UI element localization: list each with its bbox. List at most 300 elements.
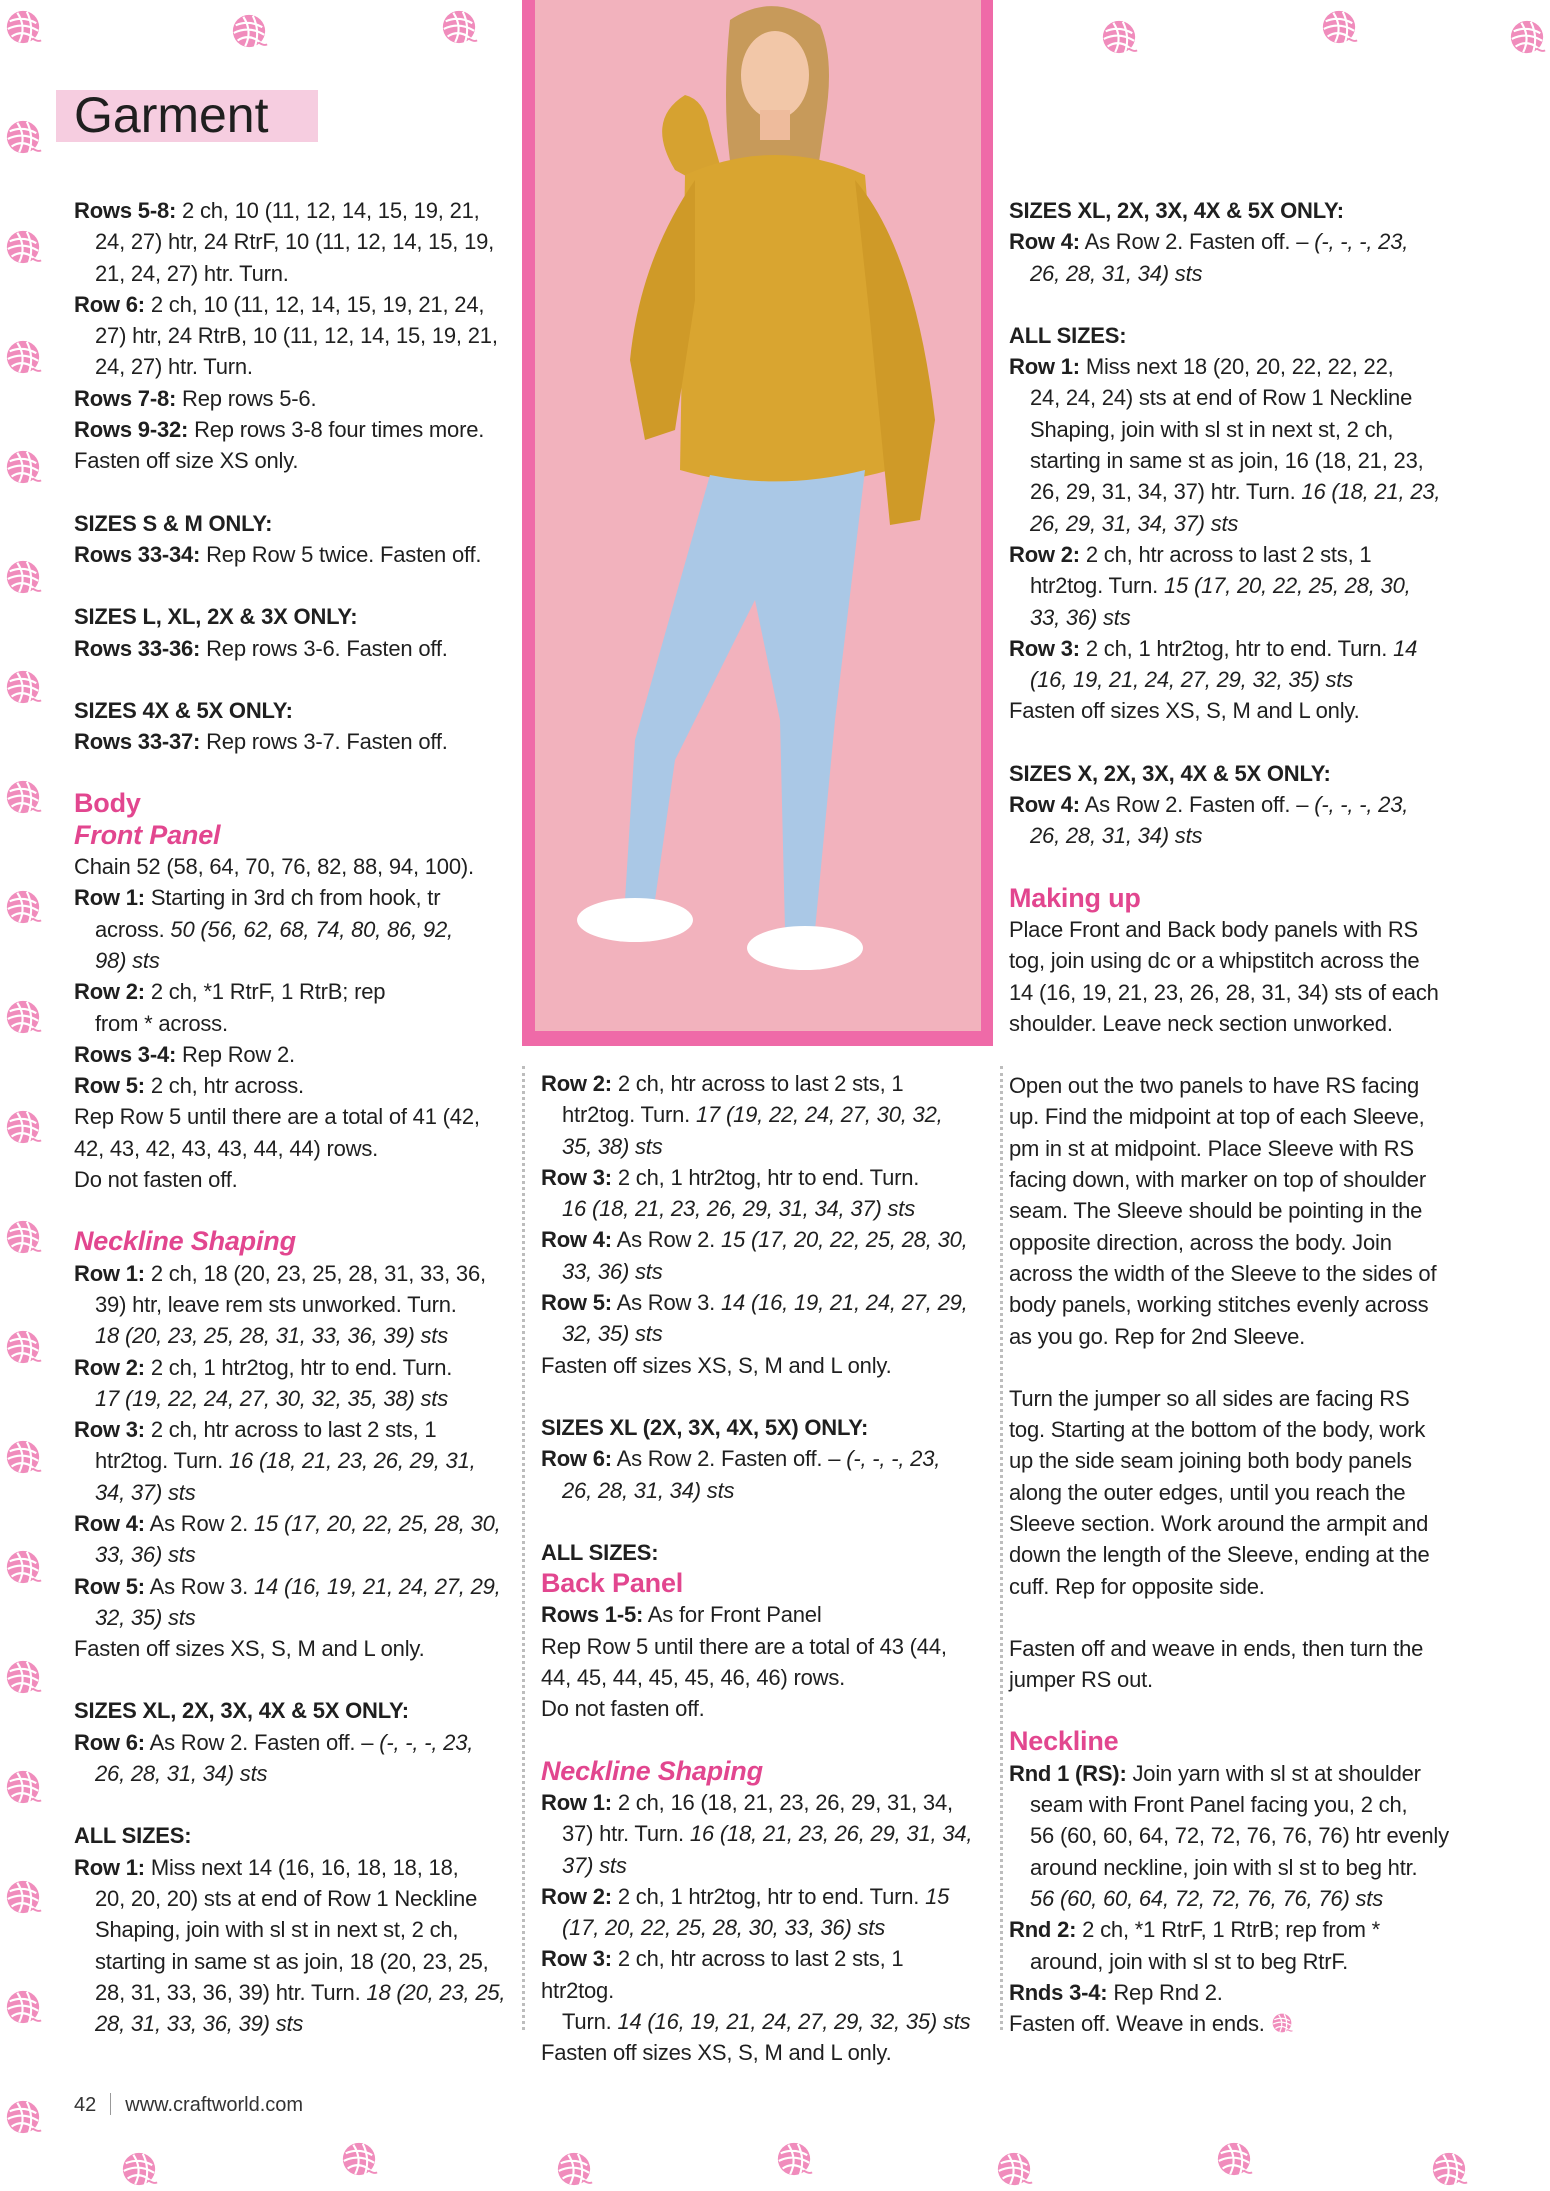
row-text: along the outer edges, until you reach the: [1009, 1479, 1406, 1505]
row-text: 24, 27) htr. Turn.: [95, 354, 253, 380]
text-line: [541, 2006, 981, 2037]
text-line: [74, 1164, 514, 1195]
text-line: [541, 1224, 981, 1255]
text-line: [74, 1633, 514, 1664]
yarn-ball-icon: [4, 228, 42, 266]
text-line: [74, 539, 514, 570]
yarn-ball-icon: [4, 118, 42, 156]
text-line: [74, 1445, 514, 1476]
stitch-count: 18 (20, 23, 25,: [366, 1979, 506, 2005]
stitch-count: 17 (19, 22, 24, 27, 30, 32, 35, 38) sts: [95, 1385, 448, 1411]
row-label: Rows 3-4:: [74, 1041, 177, 1067]
row-label: Row 4:: [1009, 229, 1080, 255]
spacer: [541, 1381, 981, 1412]
text-line: [1009, 1101, 1461, 1132]
yarn-ball-icon: [4, 1218, 42, 1256]
row-text: Fasten off and weave in ends, then turn the: [1009, 1635, 1424, 1661]
yarn-ball-icon: [4, 448, 42, 486]
text-line: [1009, 1289, 1461, 1320]
row-text: 37) htr. Turn.: [562, 1821, 690, 1847]
text-line: [1009, 1820, 1461, 1851]
row-label: Rnd 2:: [1009, 1917, 1077, 1943]
row-text: up the side seam joining both body panels: [1009, 1448, 1412, 1474]
spacer: [74, 1195, 514, 1226]
row-label: Rows 33-36:: [74, 635, 201, 661]
row-label: Row 1:: [74, 885, 145, 911]
stitch-count: 26, 28, 31, 34) sts: [562, 1477, 735, 1503]
spacer: [74, 570, 514, 601]
row-text: Miss next 14 (16, 16, 18, 18, 18,: [144, 1854, 459, 1880]
text-line: [1009, 1883, 1461, 1914]
stitch-count: 26, 28, 31, 34) sts: [95, 1761, 268, 1787]
row-text: 2 ch, 1 htr2tog, htr to end. Turn.: [611, 1164, 920, 1190]
yarn-ball-icon: [4, 998, 42, 1036]
stitch-count: 28, 31, 33, 36, 39) sts: [95, 2011, 304, 2037]
yarn-ball-icon: [4, 1548, 42, 1586]
text-line: [541, 1943, 981, 2006]
row-text: Join yarn with sl st at shoulder: [1126, 1760, 1421, 1786]
text-line: [1009, 445, 1461, 476]
row-text: 2 ch, 1 htr2tog, htr to end. Turn.: [1079, 635, 1394, 661]
yarn-ball-icon: [4, 8, 42, 46]
text-line: [74, 695, 514, 726]
row-text: Shaping, join with sl st in next st, 2 ch,: [1030, 416, 1394, 442]
yarn-ball-icon: [4, 1658, 42, 1696]
row-text: 2 ch, htr across to last 2 sts, 1: [611, 1071, 904, 1096]
yarn-ball-icon: [1508, 18, 1546, 56]
yarn-ball-icon: [1215, 2140, 1253, 2178]
yarn-ball-icon: [4, 888, 42, 926]
stitch-count: 35, 38) sts: [562, 1133, 663, 1159]
text-line: [541, 1068, 981, 1099]
spacer: [74, 664, 514, 695]
row-text: 42, 43, 42, 43, 43, 44, 44) rows.: [74, 1135, 379, 1161]
spacer: [74, 757, 514, 788]
row-text: As Row 2. Fasten off. –: [611, 1446, 847, 1472]
row-label: Row 5:: [541, 1290, 612, 1316]
text-line: [74, 1101, 514, 1132]
stitch-count: 26, 29, 31, 34, 37) sts: [1030, 510, 1239, 536]
text-line: [1009, 1571, 1461, 1602]
text-line: [541, 1162, 981, 1193]
text-line: [1009, 1321, 1461, 1352]
spacer: [541, 1725, 981, 1756]
text-line: [541, 1599, 981, 1630]
row-label: Row 4:: [74, 1510, 145, 1536]
text-line: [1009, 664, 1461, 695]
page-number: 42: [74, 2094, 97, 2116]
row-text: Front Panel: [74, 819, 221, 850]
text-line: [1009, 1414, 1461, 1445]
row-label: Row 1:: [541, 1789, 612, 1815]
row-text: Fasten off sizes XS, S, M and L only.: [541, 2040, 892, 2066]
text-line: [74, 258, 514, 289]
yarn-ball-icon: [775, 2140, 813, 2178]
row-label: SIZES XL, 2X, 3X, 4X & 5X ONLY:: [1009, 198, 1344, 223]
yarn-ball-icon: [4, 1328, 42, 1366]
row-label: Rows 5-8:: [74, 198, 177, 223]
row-text: Shaping, join with sl st in next st, 2 ch,: [95, 1917, 459, 1943]
row-text: Fasten off sizes XS, S, M and L only.: [74, 1636, 425, 1662]
text-line: [1009, 695, 1461, 726]
row-label: Rows 33-37:: [74, 729, 201, 755]
yarn-ball-icon: [340, 2140, 378, 2178]
row-label: Rows 9-32:: [74, 417, 189, 443]
text-line: [541, 2037, 981, 2068]
text-line: [74, 1758, 514, 1789]
text-line: [1009, 382, 1461, 413]
text-line: [1009, 414, 1461, 445]
row-label: SIZES XL (2X, 3X, 4X, 5X) ONLY:: [541, 1414, 869, 1440]
spacer: [1009, 727, 1461, 758]
text-line: [541, 1412, 981, 1443]
row-text: 56 (60, 60, 64, 72, 72, 76, 76, 76) htr evenly: [1030, 1823, 1449, 1849]
text-line: [74, 1571, 514, 1602]
column-divider: [522, 1066, 525, 2030]
text-line: [74, 976, 514, 1007]
row-text: As Row 3.: [611, 1290, 721, 1316]
row-text: htr2tog. Turn.: [1030, 573, 1164, 599]
text-line: [1009, 1508, 1461, 1539]
row-label: Row 3:: [74, 1417, 145, 1443]
row-label: Row 3:: [541, 1946, 612, 1972]
row-text: 2 ch, htr across to last 2 sts, 1 htr2tog.: [541, 1946, 904, 2003]
row-text: as you go. Rep for 2nd Sleeve.: [1009, 1323, 1306, 1349]
stitch-count: 15 (17, 20, 22, 25, 28, 30,: [254, 1510, 501, 1536]
row-text: Chain 52 (58, 64, 70, 76, 82, 88, 94, 100).: [74, 854, 474, 880]
stitch-count: 50 (56, 62, 68, 74, 80, 86, 92,: [170, 916, 453, 942]
text-line: [74, 914, 514, 945]
row-text: shoulder. Leave neck section unworked.: [1009, 1010, 1393, 1036]
text-line: [74, 1352, 514, 1383]
row-text: As Row 2. Fasten off. –: [1079, 792, 1315, 818]
row-text: around, join with sl st to beg RtrF.: [1030, 1948, 1349, 1974]
row-text: Rep Rnd 2.: [1107, 1979, 1223, 2005]
text-line: [74, 945, 514, 976]
yarn-ball-icon: [4, 1988, 42, 2026]
text-line: [74, 1320, 514, 1351]
text-line: [74, 351, 514, 382]
text-line: [74, 289, 514, 320]
row-label: Row 3:: [1009, 635, 1080, 661]
text-line: [74, 1946, 514, 1977]
row-text: As Row 3.: [144, 1573, 254, 1599]
text-line: [541, 1850, 981, 1881]
row-text: 24, 24, 24) sts at end of Row 1 Neckline: [1030, 385, 1413, 411]
spacer: [1009, 1695, 1461, 1726]
stitch-count: 33, 36) sts: [95, 1542, 196, 1568]
section-heading: [541, 1568, 981, 1599]
row-text: Rep rows 3-8 four times more.: [188, 417, 485, 443]
text-line: [541, 1099, 981, 1130]
row-text: Open out the two panels to have RS facing: [1009, 1073, 1420, 1099]
row-text: starting in same st as join, 18 (20, 23, 25,: [95, 1948, 489, 1974]
row-text: 24, 27) htr, 24 RtrF, 10 (11, 12, 14, 15, 19,: [95, 229, 495, 255]
yarn-ball-icon: [995, 2150, 1033, 2188]
row-text: As Row 2. Fasten off. –: [144, 1729, 380, 1755]
row-text: Fasten off size XS only.: [74, 448, 299, 474]
text-line: [1009, 1977, 1461, 2008]
stitch-count: (16, 19, 21, 24, 27, 29, 32, 35) sts: [1030, 667, 1354, 693]
text-line: [1009, 1258, 1461, 1289]
row-text: 2 ch, 10 (11, 12, 14, 15, 19, 21,: [176, 198, 480, 223]
row-text: htr2tog. Turn.: [562, 1102, 696, 1128]
text-line: [541, 1287, 981, 1318]
text-line: [74, 383, 514, 414]
text-line: [1009, 820, 1461, 851]
row-label: Rows 33-34:: [74, 541, 201, 567]
text-line: [541, 1443, 981, 1474]
stitch-count: 17 (19, 22, 24, 27, 30, 32,: [695, 1102, 943, 1128]
spacer: [74, 477, 514, 508]
row-text: facing down, with marker on top of shoulder: [1009, 1167, 1426, 1193]
yarn-ball-icon: [555, 2150, 593, 2188]
row-text: Turn.: [562, 2009, 618, 2035]
stitch-count: 16 (18, 21, 23, 26, 29, 31, 34, 37) sts: [562, 1196, 915, 1222]
text-line: [1009, 945, 1461, 976]
row-text: Sleeve section. Work around the armpit and: [1009, 1510, 1429, 1536]
text-line: [541, 1662, 981, 1693]
row-label: ALL SIZES:: [1009, 322, 1127, 348]
spacer: [74, 1789, 514, 1820]
row-label: SIZES S & M ONLY:: [74, 510, 273, 536]
row-label: Row 1:: [74, 1260, 145, 1286]
text-line: [541, 1256, 981, 1287]
text-line: [1009, 1195, 1461, 1226]
row-label: Row 4:: [1009, 792, 1080, 818]
stitch-count: 16 (18, 21, 23, 26, 29, 31,: [228, 1448, 476, 1474]
text-line: [1009, 1477, 1461, 1508]
row-text: body panels, working stitches evenly across: [1009, 1292, 1429, 1318]
row-text: 2 ch, 18 (20, 23, 25, 28, 31, 33, 36,: [144, 1260, 486, 1286]
stitch-count: 14: [1393, 635, 1418, 661]
row-label: Row 6:: [541, 1446, 612, 1472]
row-text: Fasten off sizes XS, S, M and L only.: [541, 1352, 892, 1378]
yarn-ball-icon: [1320, 8, 1358, 46]
yarn-ball-icon: [1100, 18, 1138, 56]
row-text: 39) htr, leave rem sts unworked. Turn.: [95, 1291, 457, 1317]
stitch-count: 32, 35) sts: [562, 1321, 663, 1347]
text-line: [1009, 351, 1461, 382]
row-label: Rows 1-5:: [541, 1602, 644, 1628]
row-text: cuff. Rep for opposite side.: [1009, 1573, 1265, 1599]
text-line: [1009, 1664, 1461, 1695]
yarn-ball-icon: [4, 778, 42, 816]
row-text: Do not fasten off.: [541, 1696, 705, 1722]
row-text: 2 ch, 10 (11, 12, 14, 15, 19, 21, 24,: [144, 291, 485, 317]
text-line: [1009, 508, 1461, 539]
row-label: Row 5:: [74, 1573, 145, 1599]
stitch-count: 18 (20, 23, 25, 28, 31, 33, 36, 39) sts: [95, 1323, 448, 1349]
section-heading: [74, 788, 514, 819]
yarn-ball-icon: [120, 2150, 158, 2188]
row-label: Rnd 1 (RS):: [1009, 1760, 1127, 1786]
column-3: [1009, 195, 1461, 2039]
text-line: [74, 1820, 514, 1851]
row-label: Row 2:: [1009, 541, 1080, 567]
row-label: SIZES XL, 2X, 3X, 4X & 5X ONLY:: [74, 1698, 409, 1724]
text-line: [1009, 1070, 1461, 1101]
stitch-count: 34, 37) sts: [95, 1479, 196, 1505]
row-text: Rep Row 2.: [176, 1041, 295, 1067]
row-text: 2 ch, htr across.: [144, 1073, 304, 1099]
row-text: jumper RS out.: [1009, 1667, 1153, 1693]
stitch-count: 14 (16, 19, 21, 24, 27, 29, 32, 35) sts: [617, 2009, 971, 2035]
row-label: Row 6:: [74, 1729, 145, 1755]
row-text: Do not fasten off.: [74, 1167, 238, 1193]
text-line: [541, 1912, 981, 1943]
text-line: [541, 1193, 981, 1224]
row-text: pm in st at midpoint. Place Sleeve with RS: [1009, 1135, 1414, 1161]
text-line: [1009, 789, 1461, 820]
stitch-count: (-, -, -, 23,: [379, 1729, 474, 1755]
text-line: [1009, 633, 1461, 664]
stitch-count: 15 (17, 20, 22, 25, 28, 30,: [1163, 573, 1411, 599]
row-text: 27) htr, 24 RtrB, 10 (11, 12, 14, 15, 19, 21,: [95, 323, 498, 349]
row-text: 26, 29, 31, 34, 37) htr. Turn.: [1030, 479, 1302, 505]
row-text: As Row 2.: [144, 1510, 254, 1536]
row-label: Row 2:: [74, 1354, 145, 1380]
text-line: [74, 1508, 514, 1539]
row-label: Row 2:: [74, 979, 145, 1005]
yarn-ball-icon: [4, 338, 42, 376]
text-line: [74, 1477, 514, 1508]
row-label: Row 1:: [74, 1854, 145, 1880]
text-line: [1009, 1946, 1461, 1977]
text-line: [74, 1727, 514, 1758]
row-label: Row 6:: [74, 291, 145, 317]
section-heading: [1009, 883, 1461, 914]
page-footer: [74, 2093, 303, 2117]
spacer: [1009, 1039, 1461, 1070]
row-text: 28, 31, 33, 36, 39) htr. Turn.: [95, 1979, 367, 2005]
text-line: [1009, 2008, 1461, 2039]
website-link[interactable]: www.craftworld.com: [125, 2094, 304, 2116]
yarn-ball-icon: [4, 2098, 42, 2136]
row-text: Rep Row 5 until there are a total of 43 (44,: [541, 1633, 947, 1659]
row-text: 14 (16, 19, 21, 23, 26, 28, 31, 34) sts of each: [1009, 979, 1439, 1005]
row-label: Row 2:: [541, 1883, 612, 1909]
row-text: seam with Front Panel facing you, 2 ch,: [1030, 1792, 1408, 1818]
text-line: [74, 851, 514, 882]
text-line: [74, 1977, 514, 2008]
text-line: [74, 1039, 514, 1070]
text-line: [541, 1537, 981, 1568]
row-text: down the length of the Sleeve, ending at the: [1009, 1542, 1430, 1568]
section-heading: [1009, 1726, 1461, 1757]
stitch-count: (-, -, -, 23,: [846, 1446, 941, 1472]
row-text: tog. Starting at the bottom of the body, work: [1009, 1417, 1426, 1443]
stitch-count: 15 (17, 20, 22, 25, 28, 30,: [721, 1227, 968, 1253]
model-illustration: [535, 0, 981, 1031]
text-line: [1009, 977, 1461, 1008]
row-text: 2 ch, htr across to last 2 sts, 1: [144, 1417, 437, 1443]
text-line: [74, 1289, 514, 1320]
spacer: [1009, 289, 1461, 320]
text-line: [74, 1914, 514, 1945]
row-text: Neckline Shaping: [541, 1755, 763, 1786]
text-line: [1009, 758, 1461, 789]
yarn-ball-icon: [4, 1768, 42, 1806]
text-line: [1009, 1383, 1461, 1414]
row-text: seam. The Sleeve should be pointing in the: [1009, 1198, 1423, 1224]
text-line: [1009, 1445, 1461, 1476]
yarn-ball-icon: [230, 12, 268, 50]
text-line: [74, 2008, 514, 2039]
yarn-ball-icon: [1430, 2150, 1468, 2188]
spacer: [74, 1664, 514, 1695]
row-label: SIZES X, 2X, 3X, 4X & 5X ONLY:: [1009, 760, 1331, 786]
text-line: [74, 601, 514, 632]
text-line: [541, 1631, 981, 1662]
text-line: [74, 445, 514, 476]
text-line: [74, 1883, 514, 1914]
text-line: [74, 1070, 514, 1101]
yarn-ball-icon: [440, 8, 478, 46]
text-line: [74, 882, 514, 913]
text-line: [1009, 1133, 1461, 1164]
text-line: [74, 320, 514, 351]
row-text: 2 ch, 16 (18, 21, 23, 26, 29, 31, 34,: [611, 1789, 953, 1815]
text-line: [1009, 1164, 1461, 1195]
row-text: across the width of the Sleeve to the sides of: [1009, 1260, 1437, 1286]
stitch-count: 37) sts: [562, 1852, 627, 1878]
row-text: Neckline: [1009, 1726, 1119, 1757]
section-subheading: [74, 1226, 514, 1257]
row-text: 20, 20, 20) sts at end of Row 1 Neckline: [95, 1885, 478, 1911]
row-text: Rep rows 3-7. Fasten off.: [200, 729, 448, 755]
row-text: 2 ch, 1 htr2tog, htr to end. Turn.: [144, 1354, 453, 1380]
row-text: Miss next 18 (20, 20, 22, 22, 22,: [1079, 354, 1394, 380]
text-line: [541, 1787, 981, 1818]
row-text: around neckline, join with sl st to beg htr.: [1030, 1854, 1418, 1880]
stitch-count: 98) sts: [95, 947, 160, 973]
row-text: 2 ch, htr across to last 2 sts, 1: [1079, 541, 1372, 567]
stitch-count: (-, -, -, 23,: [1314, 229, 1409, 255]
text-line: [74, 1133, 514, 1164]
text-line: [541, 1475, 981, 1506]
text-line: [74, 226, 514, 257]
row-text: Neckline Shaping: [74, 1226, 296, 1257]
text-line: [541, 1693, 981, 1724]
text-line: [74, 195, 514, 226]
column-2: [541, 1068, 981, 2069]
row-text: Making up: [1009, 882, 1141, 913]
spacer: [541, 1506, 981, 1537]
text-line: [74, 1602, 514, 1633]
row-text: htr2tog. Turn.: [95, 1448, 229, 1474]
row-label: Rnds 3-4:: [1009, 1979, 1108, 2005]
stitch-count: (-, -, -, 23,: [1314, 792, 1409, 818]
text-line: [541, 1881, 981, 1912]
text-line: [1009, 258, 1461, 289]
row-text: Rep rows 3-6. Fasten off.: [200, 635, 448, 661]
text-line: [74, 1695, 514, 1726]
text-line: [1009, 1789, 1461, 1820]
stitch-count: 33, 36) sts: [562, 1258, 663, 1284]
model-photo: [535, 0, 981, 1031]
row-label: Rows 7-8:: [74, 385, 177, 411]
text-line: [1009, 1914, 1461, 1945]
row-text: 2 ch, 1 htr2tog, htr to end. Turn.: [611, 1883, 926, 1909]
row-text: Place Front and Back body panels with RS: [1009, 916, 1419, 942]
stitch-count: (17, 20, 22, 25, 28, 30, 33, 36) sts: [562, 1915, 886, 1941]
row-text: As for Front Panel: [643, 1602, 822, 1628]
text-line: [1009, 1633, 1461, 1664]
text-line: [74, 633, 514, 664]
row-text: As Row 2.: [611, 1227, 721, 1253]
text-line: [1009, 1227, 1461, 1258]
